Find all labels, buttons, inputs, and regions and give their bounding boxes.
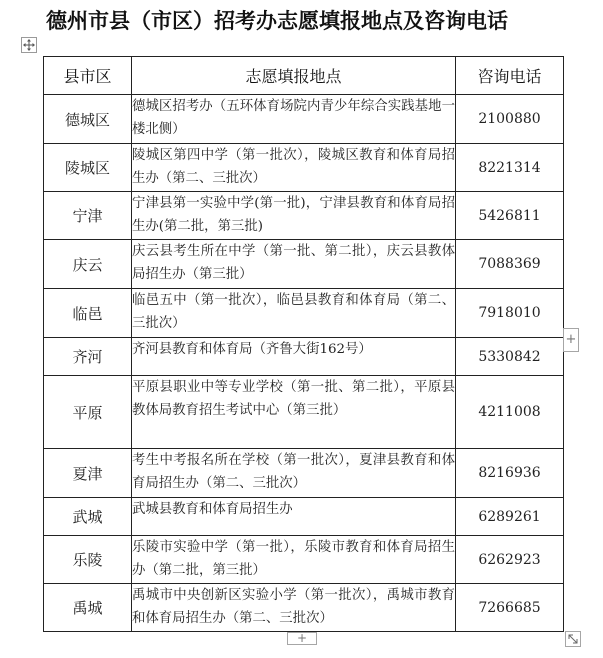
county-cell: 齐河 [44, 338, 132, 376]
location-cell: 武城县教育和体育局招生办 [132, 498, 456, 536]
resize-diagonal-icon [566, 632, 580, 646]
table-header-row [44, 57, 564, 95]
table-row [44, 536, 564, 584]
phone-cell: 6289261 [456, 498, 564, 536]
phone-cell: 5426811 [456, 192, 564, 240]
location-cell: 陵城区第四中学（第一批次），陵城区教育和体育局招生办（第二、三批次） [132, 144, 456, 192]
location-cell: 德城区招考办（五环体育场院内青少年综合实践基地一楼北侧） [132, 95, 456, 144]
table-move-handle[interactable] [21, 37, 37, 53]
location-cell: 考生中考报名所在学校（第一批次），夏津县教育和体育局招生办（第二、三批次） [132, 449, 456, 498]
add-column-button[interactable]: + [563, 328, 579, 352]
location-cell: 齐河县教育和体育局（齐鲁大街162号） [132, 338, 456, 376]
header-county: 县市区 [44, 57, 132, 95]
table-row [44, 338, 564, 376]
phone-cell: 4211008 [456, 376, 564, 449]
location-cell: 庆云县考生所在中学（第一批、第二批），庆云县教体局招生办（第三批） [132, 240, 456, 289]
table-row [44, 498, 564, 536]
location-cell: 乐陵市实验中学（第一批），乐陵市教育和体育局招生办（第二批，第三批） [132, 536, 456, 584]
phone-cell: 7088369 [456, 240, 564, 289]
location-cell: 宁津县第一实验中学(第一批)，宁津县教育和体育局招生办(第二批，第三批) [132, 192, 456, 240]
table-row [44, 289, 564, 338]
table-row [44, 240, 564, 289]
document-title: 德州市县（市区）招考办志愿填报地点及咨询电话 [46, 9, 508, 33]
phone-cell: 5330842 [456, 338, 564, 376]
county-cell: 宁津 [44, 192, 132, 240]
phone-cell: 7918010 [456, 289, 564, 338]
county-cell: 禹城 [44, 584, 132, 632]
phone-cell: 8221314 [456, 144, 564, 192]
table-row [44, 449, 564, 498]
table-row [44, 95, 564, 144]
phone-cell: 2100880 [456, 95, 564, 144]
header-phone: 咨询电话 [456, 57, 564, 95]
table-row [44, 584, 564, 632]
header-location: 志愿填报地点 [132, 57, 456, 95]
location-cell: 平原县职业中等专业学校（第一批、第二批），平原县教体局教育招生考试中心（第三批） [132, 376, 456, 449]
county-cell: 临邑 [44, 289, 132, 338]
move-arrows-icon [22, 38, 36, 52]
county-cell: 武城 [44, 498, 132, 536]
location-cell: 禹城市中央创新区实验小学（第一批次），禹城市教育和体育局招生办（第二、三批次） [132, 584, 456, 632]
location-cell: 临邑五中（第一批次），临邑县教育和体育局（第二、三批次） [132, 289, 456, 338]
add-row-button[interactable]: + [287, 632, 317, 645]
phone-cell: 8216936 [456, 449, 564, 498]
phone-cell: 7266685 [456, 584, 564, 632]
county-cell: 乐陵 [44, 536, 132, 584]
county-cell: 德城区 [44, 95, 132, 144]
table-row [44, 192, 564, 240]
table-row [44, 144, 564, 192]
county-cell: 庆云 [44, 240, 132, 289]
county-cell: 夏津 [44, 449, 132, 498]
phone-cell: 6262923 [456, 536, 564, 584]
table-resize-handle[interactable] [565, 631, 581, 647]
table-row [44, 376, 564, 449]
county-cell: 平原 [44, 376, 132, 449]
contact-table [43, 56, 564, 632]
county-cell: 陵城区 [44, 144, 132, 192]
